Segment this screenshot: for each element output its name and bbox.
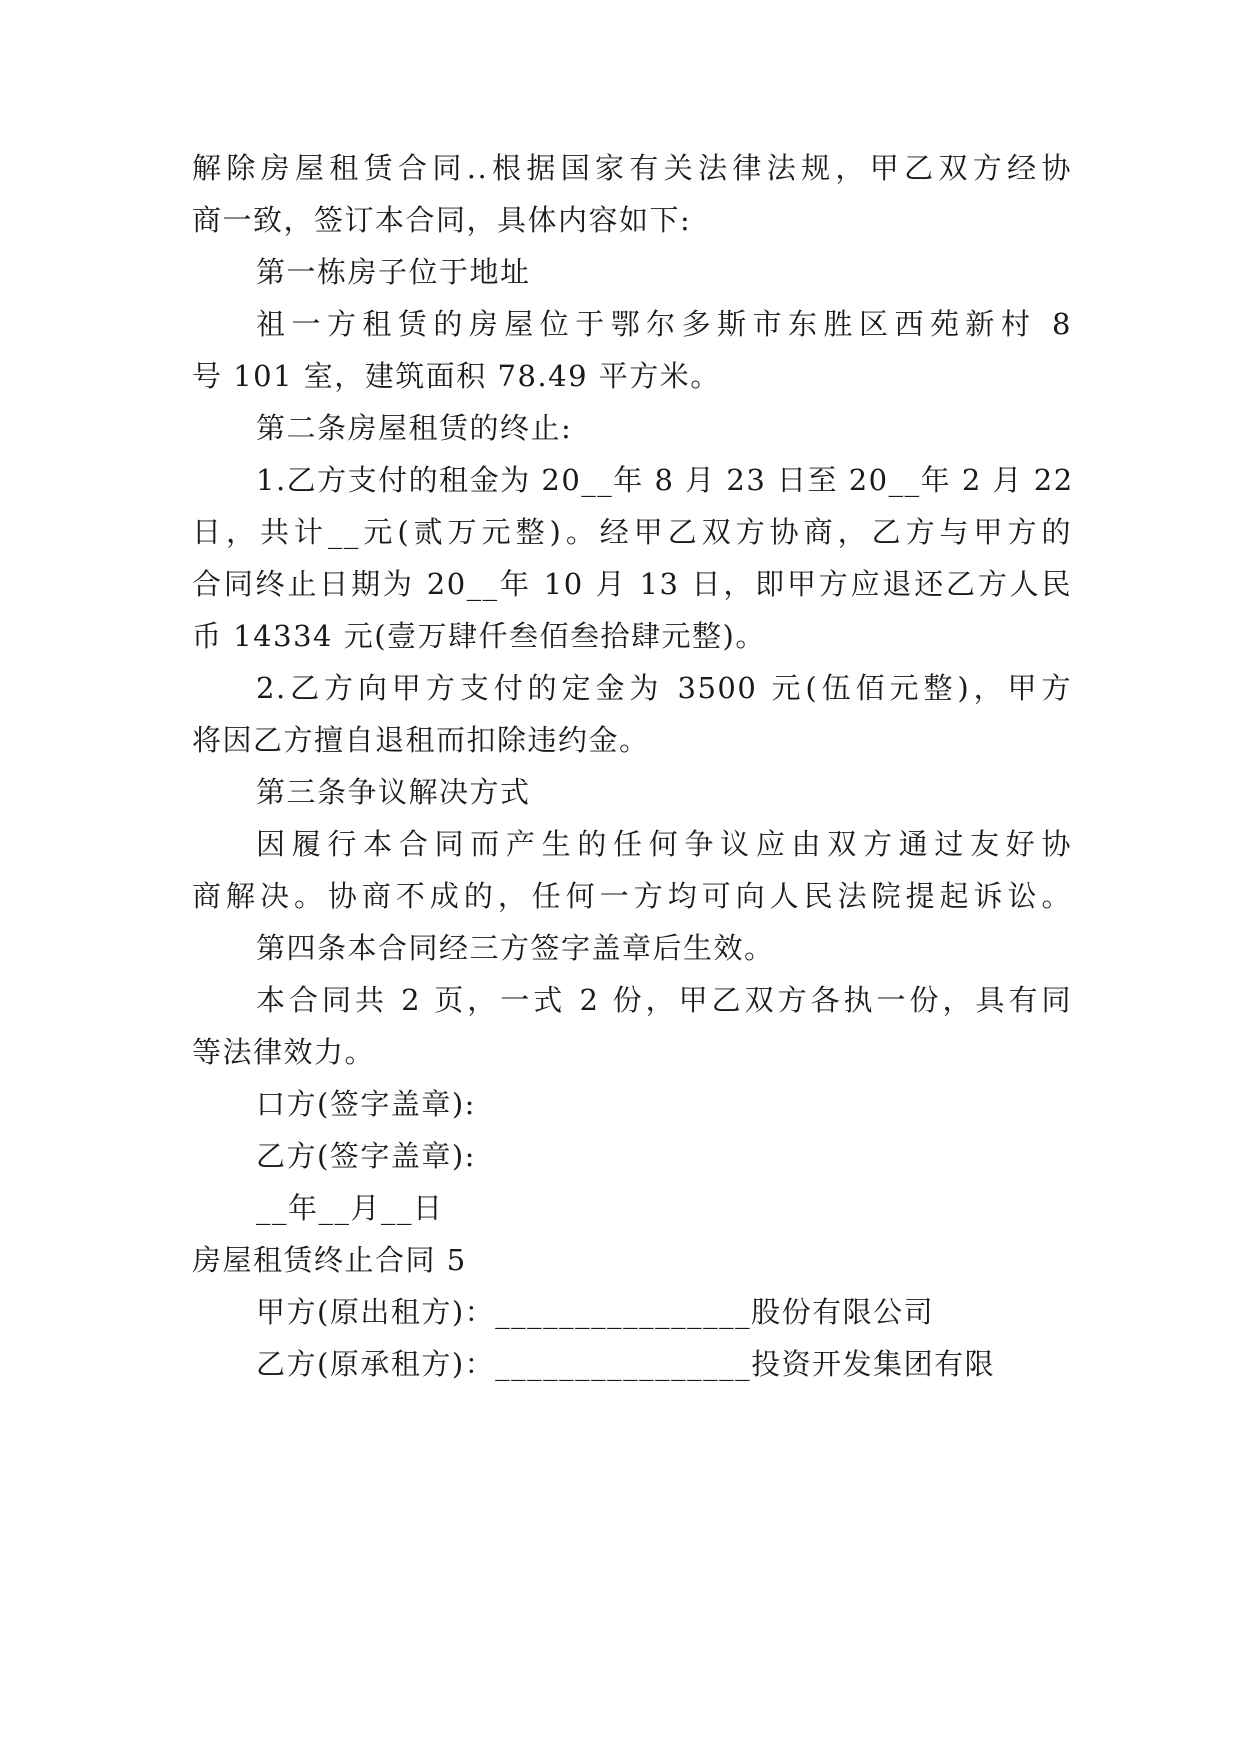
section-heading: 第二条房屋租赁的终止: <box>256 411 573 445</box>
text-line: 2.乙方向甲方支付的定金为 3500 元(伍佰元整)，甲方 <box>256 671 1072 705</box>
signature-line: 乙方(签字盖章): <box>256 1139 476 1173</box>
text-line: 将因乙方擅自退租而扣除违约金。 <box>192 723 650 757</box>
text-line: 合同终止日期为 20__年 10 月 13 日，即甲方应退还乙方人民 <box>192 567 1072 601</box>
text-line: 号 101 室，建筑面积 78.49 平方米。 <box>192 359 721 393</box>
party-line: 甲方(原出租方)：________________股份有限公司 <box>256 1295 935 1329</box>
text-line: 因履行本合同而产生的任何争议应由双方通过友好协 <box>256 827 1072 861</box>
signature-line: 口方(签字盖章): <box>256 1087 476 1121</box>
text-line: 1.乙方支付的租金为 20__年 8 月 23 日至 20__年 2 月 22 <box>256 463 1074 497</box>
text-line: 解除房屋租赁合同..根据国家有关法律法规，甲乙双方经协 <box>192 151 1072 185</box>
text-line: 日，共计__元(贰万元整)。经甲乙双方协商，乙方与甲方的 <box>192 515 1072 549</box>
section-heading: 第一栋房子位于地址 <box>256 255 531 289</box>
document-title: 房屋租赁终止合同 5 <box>192 1243 467 1277</box>
text-line: 商解决。协商不成的，任何一方均可向人民法院提起诉讼。 <box>192 879 1072 913</box>
text-line: 币 14334 元(壹万肆仟叁佰叁拾肆元整)。 <box>192 619 766 653</box>
section-heading: 第三条争议解决方式 <box>256 775 531 809</box>
section-heading: 第四条本合同经三方签字盖章后生效。 <box>256 931 775 965</box>
text-line: 本合同共 2 页，一式 2 份，甲乙双方各执一份，具有同 <box>256 983 1072 1017</box>
party-line: 乙方(原承租方)：________________投资开发集团有限 <box>256 1347 996 1381</box>
text-line: 等法律效力。 <box>192 1035 376 1069</box>
text-line: 商一致，签订本合同，具体内容如下: <box>192 203 692 237</box>
text-line: 祖一方租赁的房屋位于鄂尔多斯市东胜区西苑新村 8 <box>256 307 1072 341</box>
date-line: __年__月__日 <box>256 1191 444 1225</box>
